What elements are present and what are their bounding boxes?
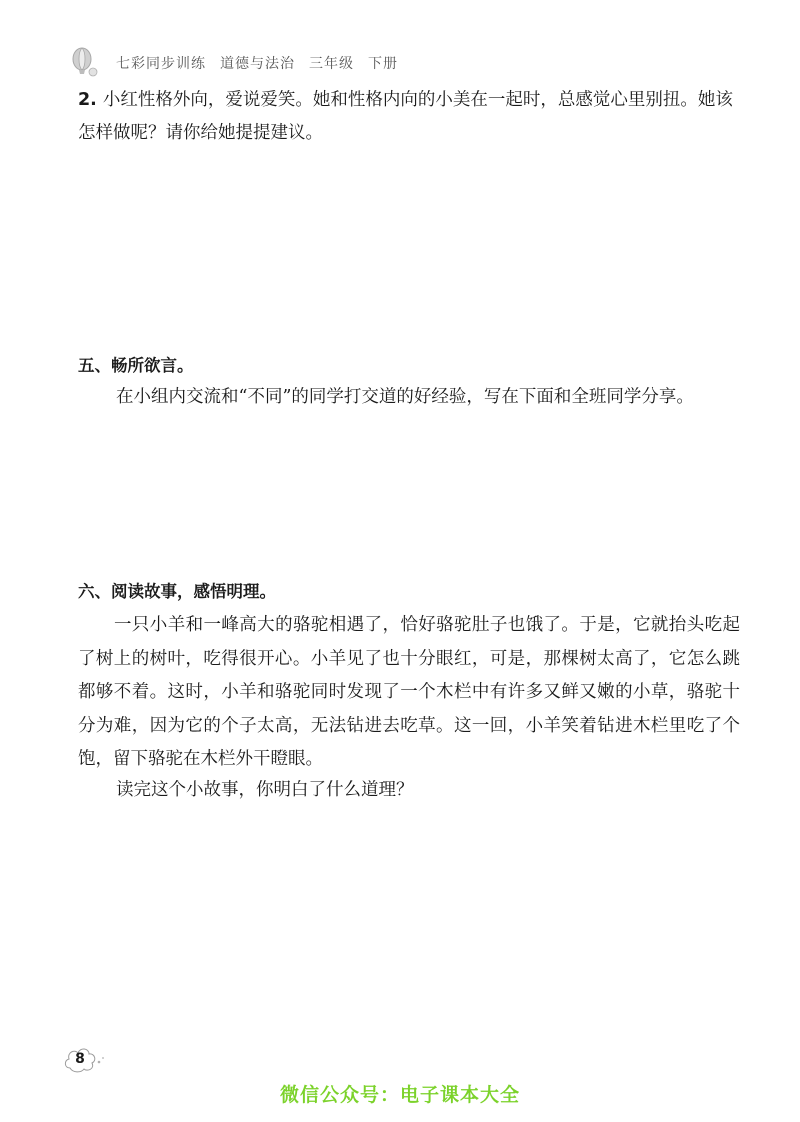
page-number-badge	[62, 1042, 106, 1076]
watermark: 微信公众号：电子课本大全	[279, 1084, 520, 1106]
question-text: 小红性格外向，爱说爱笑。她和性格内向的小美在一起时，总感觉心里别扭。她该怎样做呢？请你给她提提建议。	[78, 90, 733, 143]
question-2	[78, 84, 738, 150]
header-series: 七彩同步训练	[116, 56, 206, 72]
section-6-title: 六、阅读故事，感悟明理。	[78, 582, 276, 601]
page-number: 8	[75, 1051, 85, 1067]
section-5-title: 五、畅所欲言。	[78, 356, 194, 375]
story-question: 读完这个小故事，你明白了什么道理？	[116, 780, 414, 800]
section-5-body: 在小组内交流和“不同”的同学打交道的好经验，写在下面和全班同学分享。	[116, 387, 694, 407]
header-subject: 道德与法治	[220, 56, 295, 72]
balloon-logo-icon	[68, 46, 102, 80]
story-paragraph: 一只小羊和一峰高大的骆驼相遇了，恰好骆驼肚子也饿了。于是，它就抬头吃起了树上的树叶，吃得很开心。小羊见了也十分眼红，可是，那棵树太高了，它怎么跳都够不着。这时，小羊和骆驼同时发现了一个木栏中有许多又鲜又嫩的小草，骆驼十分为难，因为它的个子太高，无法钻进去吃草。这一回，小羊笑着钻进木栏里吃了个饱，留下骆驼在木栏外干瞪眼。	[78, 615, 740, 769]
question-number: 2.	[78, 90, 97, 110]
header-grade: 三年级	[309, 56, 354, 72]
page-header	[68, 46, 398, 80]
header-volume: 下册	[368, 56, 398, 72]
